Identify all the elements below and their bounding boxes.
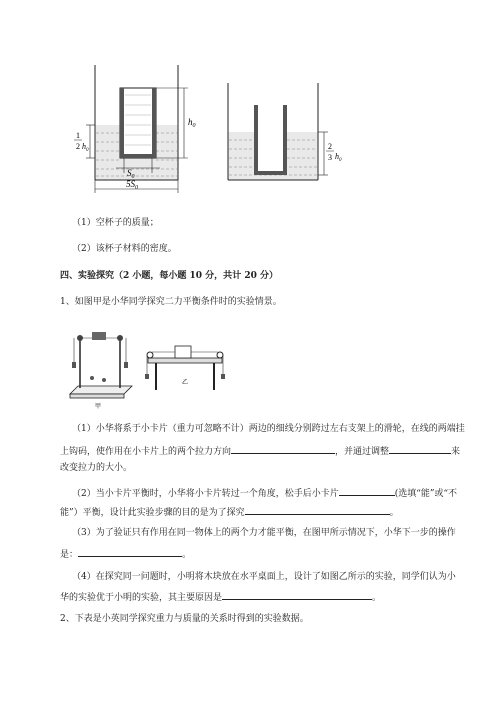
blank-balance[interactable]: [339, 486, 395, 496]
blank-adjust[interactable]: [389, 444, 451, 454]
question-2-stem: 2、下表是小英同学探究重力与质量的关系时得到的实验数据。: [60, 614, 309, 624]
label-jia: 甲: [95, 404, 102, 410]
sub-question-2: （2）该杯子材料的密度。: [72, 244, 177, 254]
blank-reason[interactable]: [222, 590, 372, 600]
blank-next-step[interactable]: [78, 547, 182, 557]
experiment-figure: [62, 322, 242, 412]
p3-line2: 是： 。: [60, 547, 191, 561]
p4-line2: 华的实验优于小明的实验，其主要原因是 。: [60, 590, 381, 604]
cup-figure: [60, 55, 360, 200]
five-s0-label: $5S_0$: [126, 179, 138, 191]
section-4-heading: 四、实验探究（2 小题，每小题 10 分，共计 20 分）: [60, 271, 278, 281]
figure-jia: [70, 332, 132, 410]
sub-question-1: （1）空杯子的质量；: [72, 218, 159, 228]
question-1-stem: 1、如图甲是小华同学探究二力平衡条件时的实验情景。: [60, 297, 282, 307]
p1-line3: 改变拉力的大小。: [60, 463, 133, 473]
half-den: 2: [76, 142, 80, 151]
right-container: [228, 83, 342, 180]
p1-line1: （1）小华将系于小卡片（重力可忽略不计）两边的细线分别跨过左右支架上的滑轮，在线的两端挂: [72, 424, 465, 434]
two-thirds-num: 2: [328, 142, 332, 151]
blank-purpose[interactable]: [245, 505, 390, 515]
figure-yi: [145, 346, 225, 390]
two-thirds-den: 3: [328, 153, 332, 162]
two-thirds-h0: $h_0$: [335, 152, 342, 163]
p4-line1: （4）在探究同一问题时，小明将木块放在水平桌面上，设计了如图乙所示的实验，同学们认为小: [72, 572, 456, 582]
blank-direction[interactable]: [231, 444, 335, 454]
p3-line1: （3）为了验证只有作用在同一物体上的两个力才能平衡，在图甲所示情况下，小华下一步的操作: [72, 528, 456, 538]
p2-line2: 能”）平衡，设计此实验步骤的目的是为了探究 。: [60, 505, 399, 519]
label-yi: 乙: [182, 380, 189, 386]
p2-line1: （2）当小卡片平衡时，小华将小卡片转过一个角度，松手后小卡片 (选填“能”或“不: [72, 486, 457, 500]
half-h0: $h_0$: [82, 142, 89, 153]
s0-label: $S_0$: [127, 168, 135, 180]
h0-label: $h_0$: [188, 117, 196, 129]
half-num: 1: [76, 131, 80, 140]
p1-line2: 上钩码，使作用在小卡片上的两个拉力方向 ，并通过调整 来: [60, 444, 460, 458]
left-container: [74, 65, 196, 193]
